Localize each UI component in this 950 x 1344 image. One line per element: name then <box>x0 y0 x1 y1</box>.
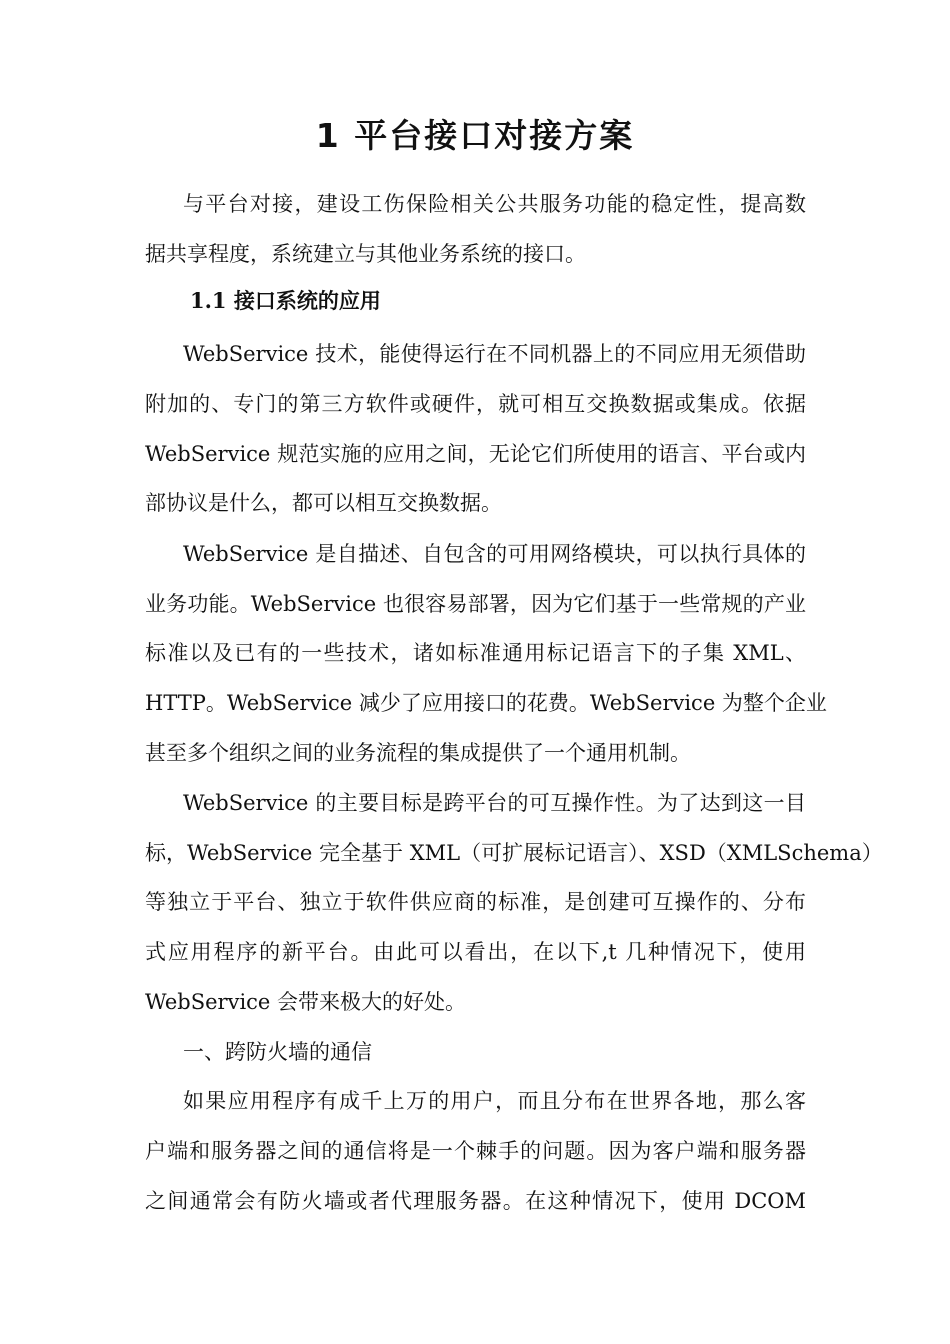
paragraph-line: 标准以及已有的一些技术，诸如标准通用标记语言下的子集 XML、 <box>145 641 806 665</box>
paragraph-line: WebService 会带来极大的好处。 <box>145 990 467 1014</box>
paragraph-line: WebService 技术，能使得运行在不同机器上的不同应用无须借助 <box>183 342 806 366</box>
paragraph-line: 式应用程序的新平台。由此可以看出，在以下,t 几种情况下，使用 <box>145 940 806 964</box>
section-heading: 1.1 接口系统的应用 <box>190 288 381 313</box>
paragraph-line: 之间通常会有防火墙或者代理服务器。在这种情况下，使用 DCOM <box>145 1189 806 1213</box>
paragraph-line: 附加的、专门的第三方软件或硬件，就可相互交换数据或集成。依据 <box>145 392 806 416</box>
page-title: 1 平台接口对接方案 <box>315 116 635 155</box>
paragraph-line: 如果应用程序有成千上万的用户，而且分布在世界各地，那么客 <box>183 1089 806 1113</box>
paragraph-line: 业务功能。WebService 也很容易部署，因为它们基于一些常规的产业 <box>145 592 806 616</box>
paragraph-line: 部协议是什么，都可以相互交换数据。 <box>145 491 502 515</box>
paragraph-line: 据共享程度，系统建立与其他业务系统的接口。 <box>145 242 586 266</box>
paragraph-line: HTTP。WebService 减少了应用接口的花费。WebService 为整个企业 <box>145 691 827 715</box>
paragraph-line: WebService 规范实施的应用之间，无论它们所使用的语言、平台或内 <box>145 442 806 466</box>
paragraph-line: WebService 的主要目标是跨平台的可互操作性。为了达到这一目 <box>183 791 806 815</box>
paragraph-line: WebService 是自描述、自包含的可用网络模块，可以执行具体的 <box>183 542 806 566</box>
paragraph-line: 户端和服务器之间的通信将是一个棘手的问题。因为客户端和服务器 <box>145 1139 806 1163</box>
paragraph-line: 标，WebService 完全基于 XML（可扩展标记语言）、XSD（XMLSchema） <box>145 841 883 865</box>
paragraph-line: 等独立于平台、独立于软件供应商的标准，是创建可互操作的、分布 <box>145 890 806 914</box>
paragraph-line: 一、跨防火墙的通信 <box>183 1040 372 1064</box>
paragraph-line: 与平台对接，建设工伤保险相关公共服务功能的稳定性，提高数 <box>183 192 806 216</box>
paragraph-line: 甚至多个组织之间的业务流程的集成提供了一个通用机制。 <box>145 741 691 765</box>
